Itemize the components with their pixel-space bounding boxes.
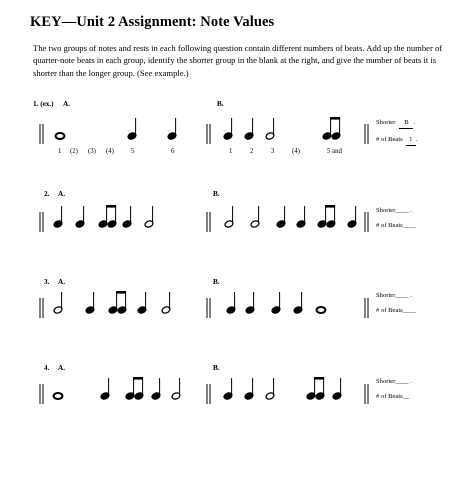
half-note [250,206,260,228]
quarter-note [244,378,254,400]
quarter-note [332,378,342,400]
punct: . [415,136,418,143]
whole-note [317,307,326,313]
shorter-blank[interactable]: Shorter____ . [376,292,412,299]
count: (2) [70,148,78,155]
quarter-note [100,378,110,400]
answer-box [376,376,412,402]
answer-box [376,117,417,146]
instructions: The two groups of notes and rests in each following question contain different numbers of beats. Add up the number of quarter-note beats in each group, identify the shorter group in the blank at the right, and give the number of beats it is shorter than the longer group. (See example.) [33,43,443,78]
answer-box [376,205,416,231]
half-note [53,292,63,314]
count: 5 [131,148,135,155]
quarter-note [244,118,254,140]
quarter-note [53,206,63,228]
quarter-note [271,292,281,314]
count: 1 [58,148,62,155]
beats-blank[interactable]: # of Beats____ [376,307,416,314]
question-number: 1. (ex.) [33,100,54,108]
beats-answer[interactable]: 1 [406,134,416,146]
half-note [161,292,171,314]
quarter-note [122,206,132,228]
count: 2 [250,148,254,155]
quarter-note [276,206,286,228]
group-b-label: B. [213,364,220,372]
shorter-blank[interactable]: Shorter____ . [376,207,412,214]
group-b-label: B. [213,278,220,286]
eighth-pair-note [125,377,144,400]
beats-blank[interactable]: # of Beats____ [376,222,416,229]
eighth-pair-note [98,205,117,228]
whole-note [56,133,65,139]
count: 5 and [327,148,342,155]
half-note [144,206,154,228]
punct: . [413,119,416,126]
count: (3) [88,148,96,155]
group-a-label: A. [58,190,65,198]
half-note [171,378,181,400]
group-a-label: A. [58,278,65,286]
question-number: 4. [44,364,50,372]
question-number: 3. [44,278,50,286]
half-note [265,118,275,140]
page-title: KEY—Unit 2 Assignment: Note Values [30,14,275,30]
quarter-note [223,378,233,400]
beats-label: # of Beats [376,136,403,143]
beats-blank[interactable]: # of Beats__ [376,393,410,400]
group-b-label: B. [213,190,220,198]
question-number: 2. [44,190,50,198]
eighth-pair-note [322,117,341,140]
whole-note [54,393,63,399]
shorter-blank[interactable]: Shorter____ . [376,378,412,385]
shorter-label: Shorter [376,119,396,126]
group-a-label: A. [63,100,70,108]
half-note [265,378,275,400]
quarter-note [347,206,357,228]
shorter-answer[interactable]: B [399,117,413,129]
quarter-note [85,292,95,314]
quarter-note [245,292,255,314]
count: 3 [271,148,275,155]
quarter-note [75,206,85,228]
quarter-note [127,118,137,140]
eighth-pair-note [108,291,127,314]
quarter-note [223,118,233,140]
count: 1 [229,148,233,155]
count: (4) [292,148,300,155]
quarter-note [167,118,177,140]
quarter-note [293,292,303,314]
quarter-note [151,378,161,400]
answer-box [376,290,416,316]
quarter-note [137,292,147,314]
group-a-label: A. [58,364,65,372]
count: (4) [106,148,114,155]
group-b-label: B. [217,100,224,108]
quarter-note [296,206,306,228]
eighth-pair-note [317,205,336,228]
count: 6 [171,148,175,155]
quarter-note [226,292,236,314]
eighth-pair-note [306,377,325,400]
half-note [224,206,234,228]
